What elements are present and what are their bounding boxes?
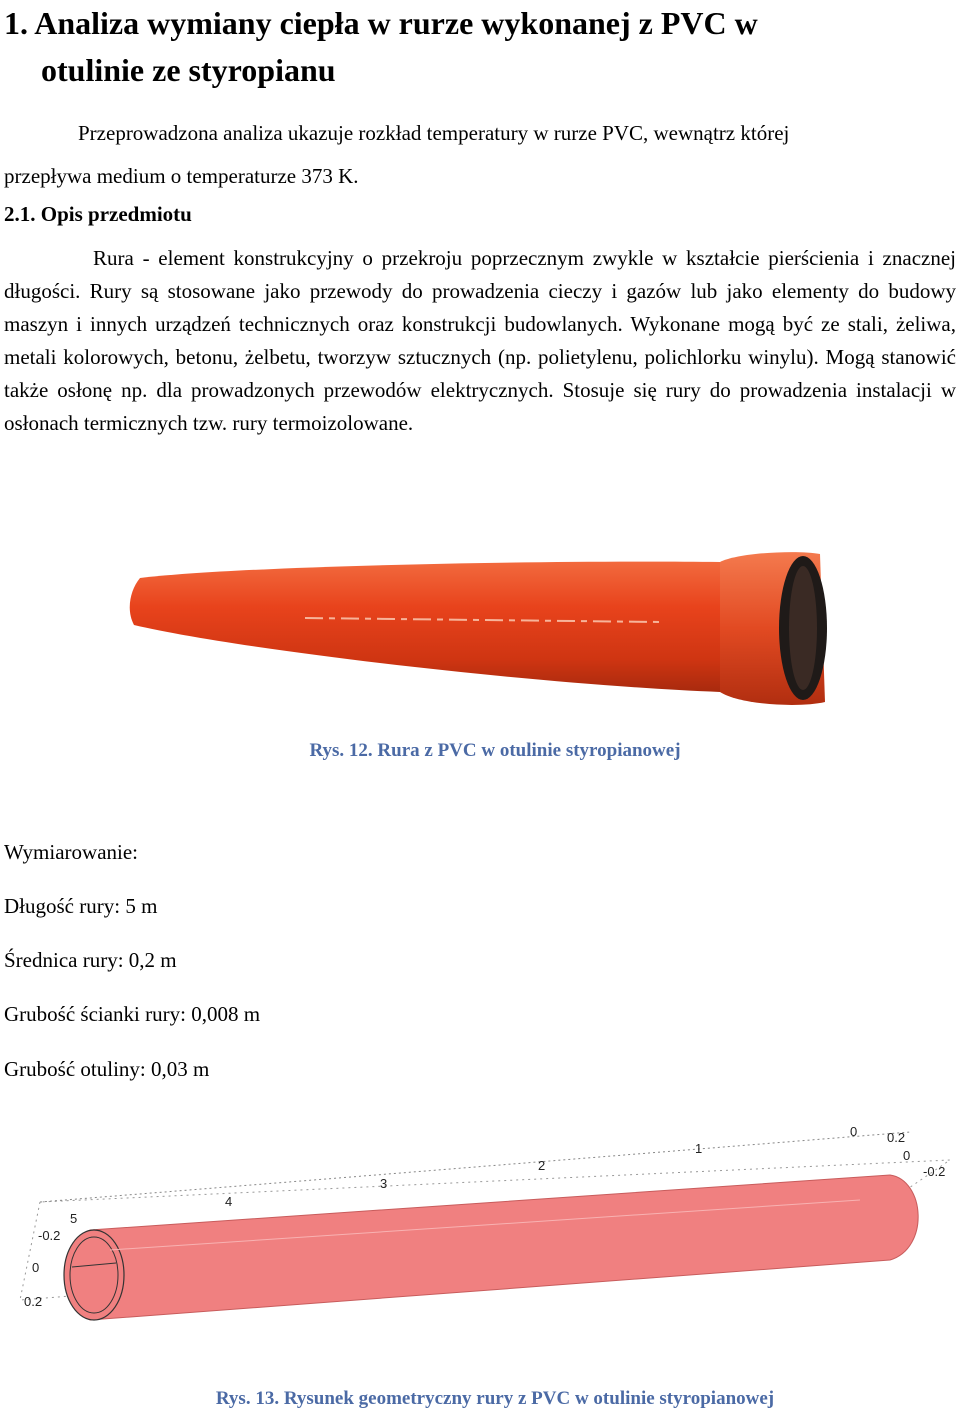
section-title: 2.1. Opis przedmiotu — [4, 202, 192, 226]
insulated-pipe — [90, 1175, 918, 1320]
intro-line-1: Przeprowadzona analiza ukazuje rozkład temperatury w rurze PVC, wewnątrz której — [78, 121, 790, 145]
geometry-svg — [10, 1120, 960, 1380]
left-tick-pos: 0.2 — [24, 1294, 43, 1309]
section-paragraph — [4, 242, 956, 440]
intro-line-2: przepływa medium o temperaturze 373 K. — [4, 164, 359, 188]
length-tick-1: 1 — [695, 1141, 703, 1156]
length-tick-5: 5 — [70, 1211, 78, 1226]
geometry-figure — [10, 1120, 960, 1380]
pipe-end — [64, 1230, 124, 1320]
length-tick-2: 2 — [538, 1158, 546, 1173]
left-tick-neg: -0.2 — [38, 1228, 61, 1243]
length-tick-0: 0 — [850, 1124, 858, 1139]
page-heading — [4, 0, 956, 94]
paragraph-rest: pierścienia i znacznej długości. Rury są stosowane jako przewody do prowadzenia cieczy i gazów lub jako elementy do budowy maszyn i innych urządzeń technicznych oraz konstrukcji budowlanych. Wykonane mogą być ze stali, żeliwa, metali kolorowych, betonu, żelbetu, tworzyw sztucznych (np. polietylenu, polichlorku winylu). Mogą stanowić także osłonę np. dla prowadzonych przewodów elektrycznych. Stosuje się rury do prowadzenia instalacji w osłonach termicznych tzw. rury termoizolowane. — [4, 246, 956, 435]
dimension-insulation-thickness: Grubość otuliny: 0,03 m — [4, 1057, 210, 1081]
pipe-body — [130, 562, 720, 692]
length-tick-4: 4 — [225, 1194, 233, 1209]
right-tick-zero: 0 — [903, 1148, 911, 1163]
heading-line-2: otulinie ze styropianu — [41, 52, 336, 88]
right-tick-neg: -0.2 — [923, 1164, 946, 1179]
length-tick-3: 3 — [380, 1176, 388, 1191]
dimensions-title: Wymiarowanie: — [4, 840, 139, 864]
dimension-wall-thickness: Grubość ścianki rury: 0,008 m — [4, 1002, 261, 1026]
figure-12-caption: Rys. 12. Rura z PVC w otulinie styropianowej — [309, 740, 681, 761]
paragraph-first-line: Rura - element konstrukcyjny o przekroju poprzecznym zwykle w kształcie — [93, 246, 760, 270]
heading-line-1: 1. Analiza wymiany ciepła w rurze wykonanej z PVC w — [4, 5, 758, 41]
pipe-photo — [120, 540, 840, 720]
left-tick-zero: 0 — [32, 1260, 40, 1275]
dimension-length: Długość rury: 5 m — [4, 894, 158, 918]
intro-paragraph — [4, 112, 956, 198]
right-tick-pos: 0.2 — [887, 1130, 906, 1145]
pipe-photo-svg — [120, 540, 840, 720]
figure-13-caption: Rys. 13. Rysunek geometryczny rury z PVC w otulinie styropianowej — [215, 1388, 775, 1409]
dimension-diameter: Średnica rury: 0,2 m — [4, 948, 177, 972]
